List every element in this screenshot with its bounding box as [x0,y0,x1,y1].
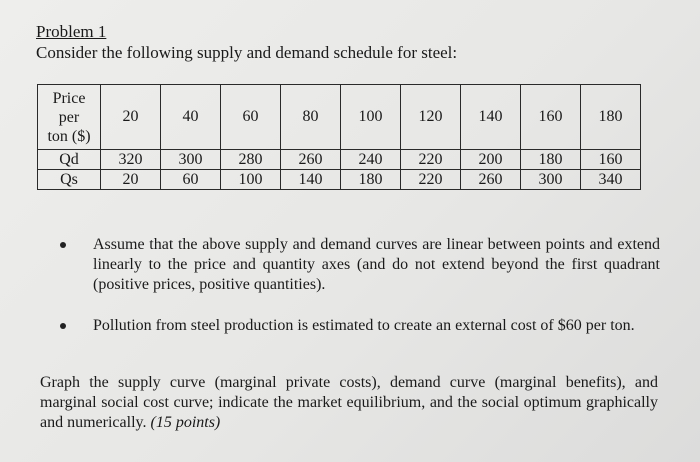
price-row-label [38,85,101,150]
price-label-line: ton ($) [47,127,91,145]
qd-cell: 280 [221,150,281,170]
assumption-list [60,235,660,336]
price-cell: 160 [521,85,581,150]
task-points: (15 points) [150,414,221,431]
qd-cell: 200 [461,150,521,170]
qd-cell: 320 [101,150,161,170]
bullet-text: Pollution from steel production is estimated to create an external cost of $60 per ton. [93,317,635,334]
task-paragraph [40,373,658,433]
qd-cell: 160 [581,150,641,170]
price-cell: 40 [161,85,221,150]
qd-cell: 300 [161,150,221,170]
bullet-icon [60,323,66,329]
price-cell: 80 [281,85,341,150]
price-cell: 120 [401,85,461,150]
price-cell: 20 [101,85,161,150]
qs-cell: 220 [401,170,461,190]
bullet-item [60,316,660,336]
task-text: Graph the supply curve (marginal private costs), demand curve (marginal benefits), and marginal social cost curve; indicate the market equilibrium, and the social optimum graphically and numerically. [40,374,658,431]
price-row [38,85,641,150]
qs-cell: 300 [521,170,581,190]
price-label-line: Price [52,89,86,107]
bullet-icon [60,242,66,248]
qs-row-label: Qs [38,170,101,190]
price-cell: 180 [581,85,641,150]
price-label-line: per [58,108,80,126]
qd-cell: 240 [341,150,401,170]
qs-cell: 140 [281,170,341,190]
qs-cell: 260 [461,170,521,190]
bullet-item [60,235,660,295]
price-cell: 100 [341,85,401,150]
qs-cell: 100 [221,170,281,190]
problem-title: Problem 1 [36,22,107,41]
qs-cell: 340 [581,170,641,190]
price-cell: 140 [461,85,521,150]
qs-cell: 180 [341,170,401,190]
qd-cell: 260 [281,150,341,170]
qd-row [38,150,641,170]
qs-row [38,170,641,190]
bullet-text: Assume that the above supply and demand curves are linear between points and extend linearly to the price and quantity axes (and do not extend beyond the first quadrant (positive prices, positive quantities). [93,236,660,293]
schedule-table [37,84,641,190]
problem-intro: Consider the following supply and demand schedule for steel: [36,43,458,62]
price-cell: 60 [221,85,281,150]
qs-cell: 20 [101,170,161,190]
qd-cell: 180 [521,150,581,170]
problem-heading [36,22,457,63]
qd-cell: 220 [401,150,461,170]
qd-row-label: Qd [38,150,101,170]
qs-cell: 60 [161,170,221,190]
